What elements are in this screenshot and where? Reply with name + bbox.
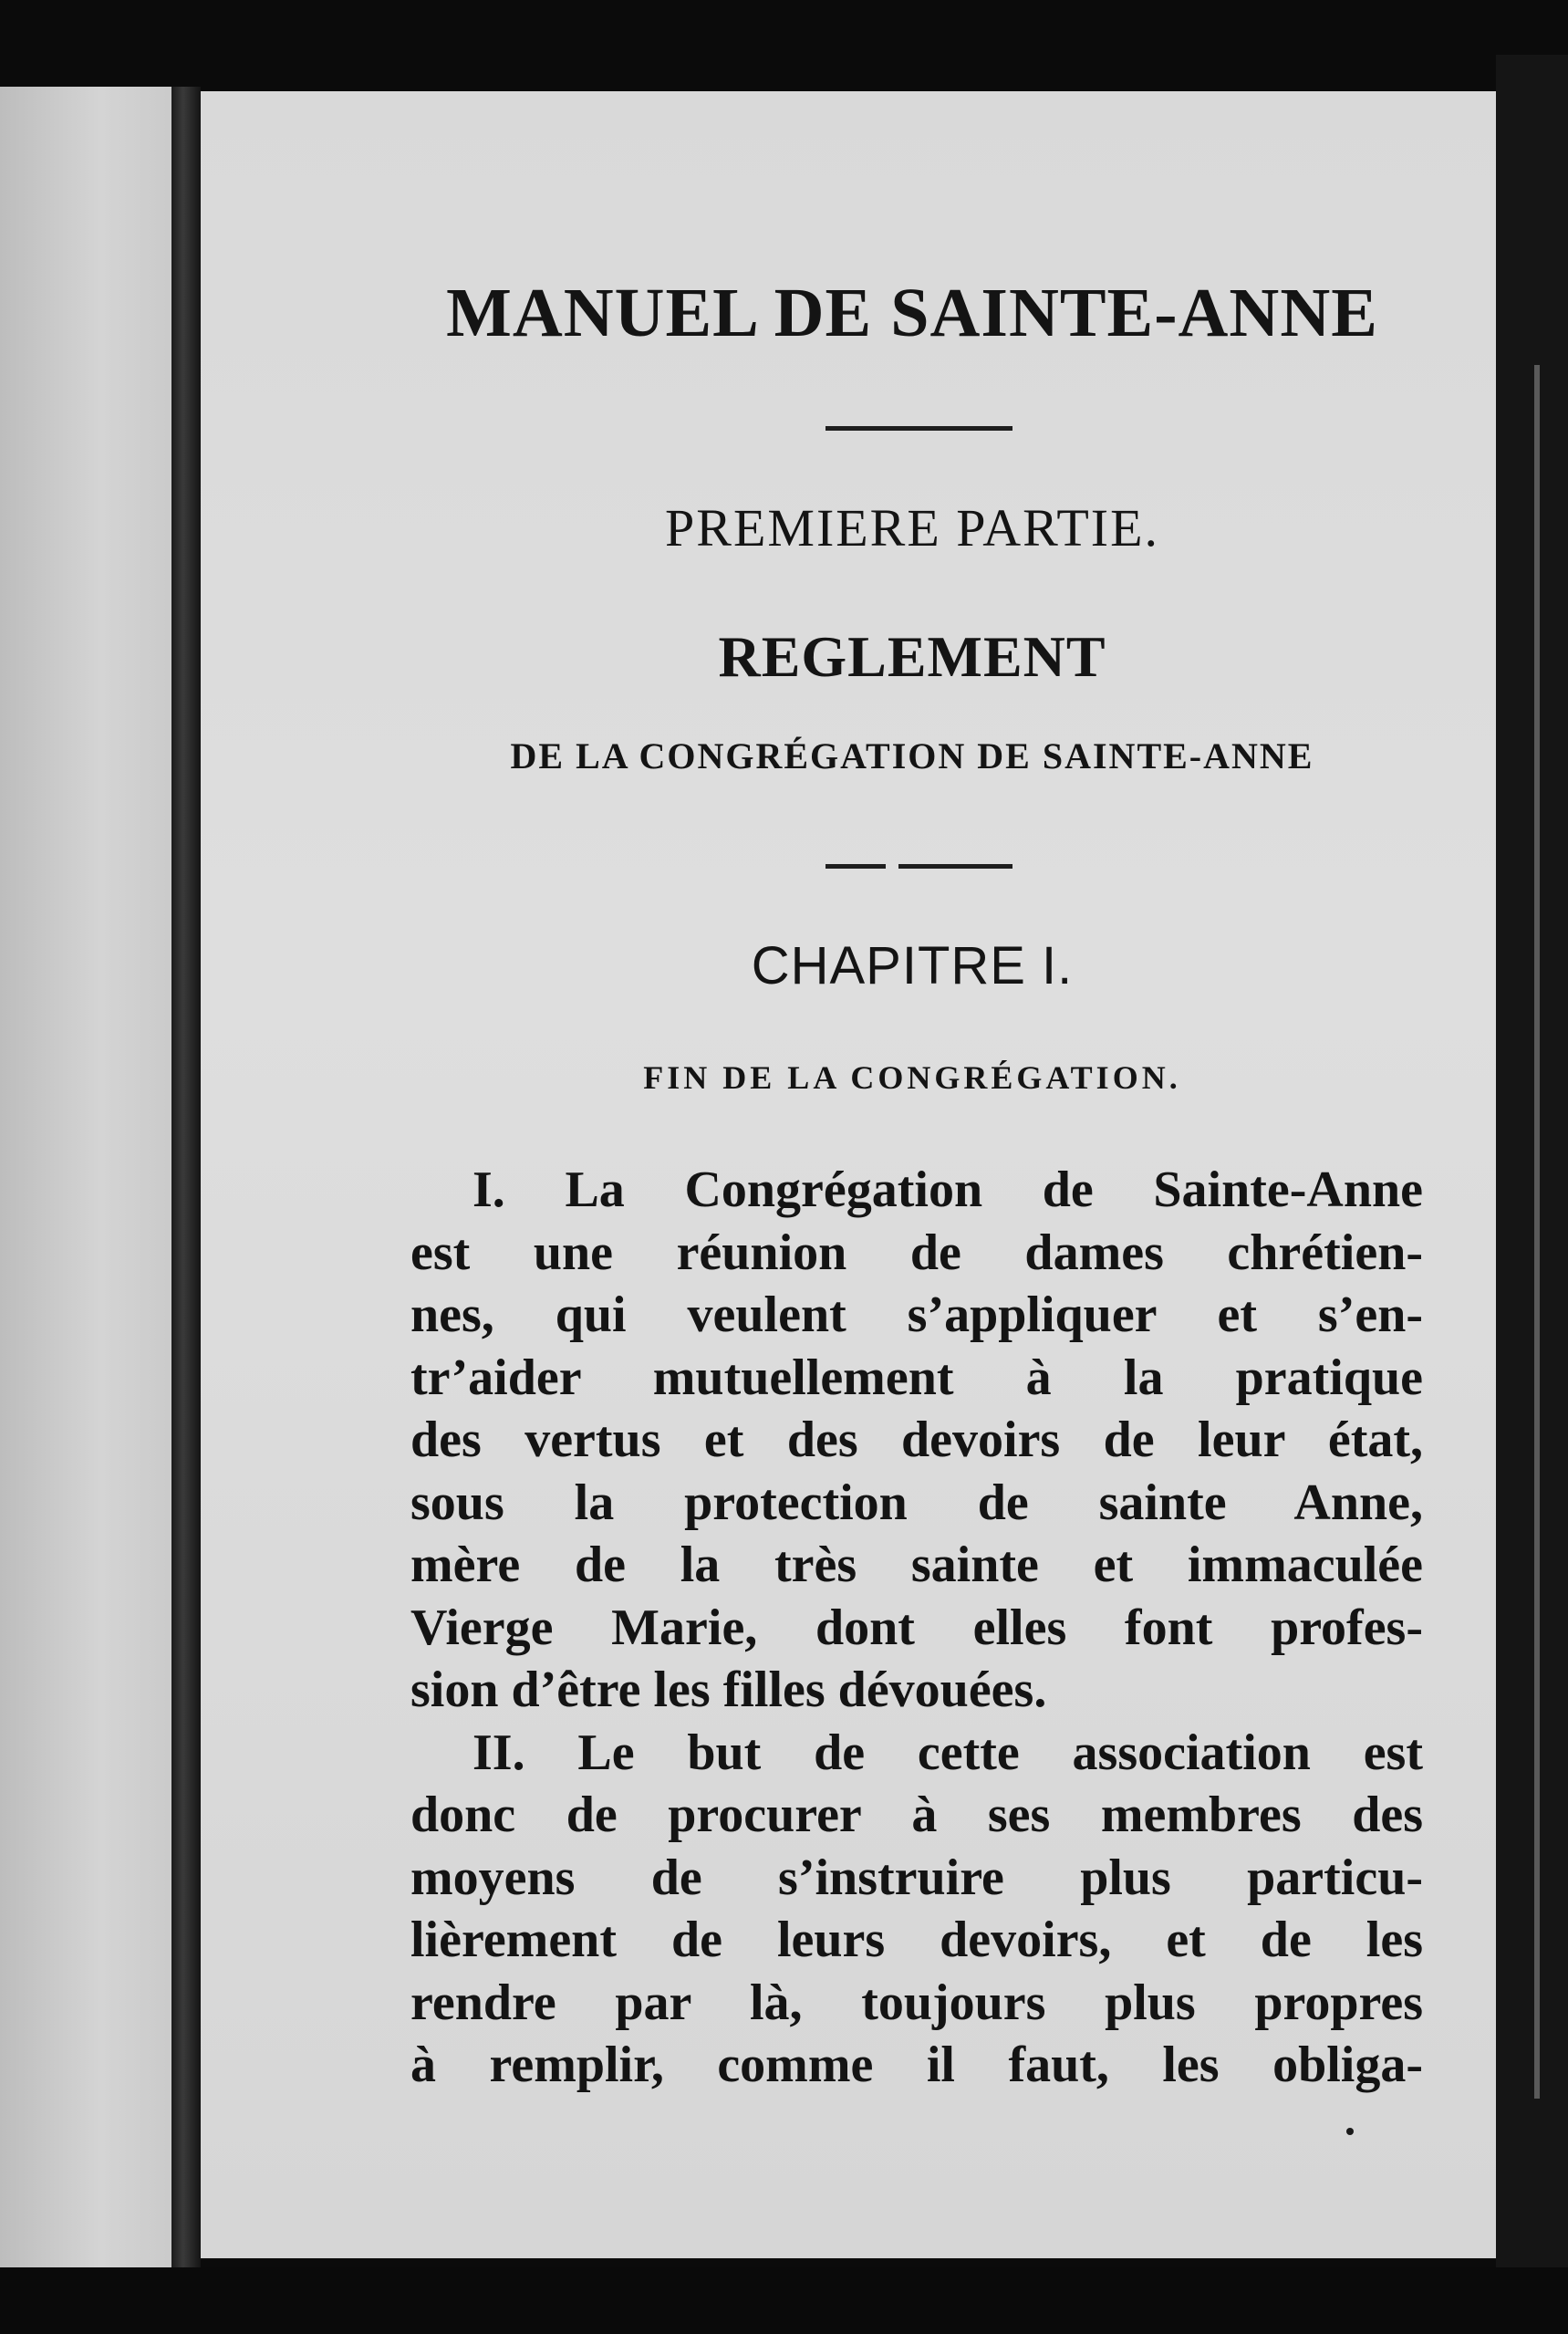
body-line: I. La Congrégation de Sainte-Anne [472, 1162, 1423, 1218]
book-title: MANUEL DE SAINTE-ANNE [446, 275, 1378, 351]
chapter-divider-left [826, 864, 886, 869]
chapter-subheading: FIN DE LA CONGRÉGATION. [643, 1059, 1181, 1096]
body-line: des vertus et des devoirs de leur état, [410, 1412, 1423, 1468]
section-subheading: DE LA CONGRÉGATION DE SAINTE-ANNE [510, 735, 1314, 776]
chapter-heading: CHAPITRE I. [751, 936, 1074, 995]
book-gutter [171, 87, 201, 2277]
body-line: donc de procurer à ses membres des [410, 1787, 1423, 1843]
body-line: mère de la très sainte et immaculée [410, 1537, 1423, 1593]
body-line: tr’aider mutuellement à la pratique [410, 1349, 1423, 1406]
body-text [410, 1159, 1423, 2097]
chapter-divider-right [898, 864, 1012, 869]
body-line: à remplir, comme il faut, les obliga- [410, 2037, 1423, 2093]
body-line: lièrement de leurs devoirs, et de les [410, 1912, 1423, 1968]
body-line: II. Le but de cette association est [472, 1724, 1423, 1781]
right-page-edge [1496, 55, 1568, 2290]
body-line: est une réunion de dames chrétien- [410, 1224, 1423, 1281]
body-line: moyens de s’instruire plus particu- [410, 1849, 1423, 1906]
part-heading: PREMIERE PARTIE. [665, 498, 1159, 557]
body-line: Vierge Marie, dont elles font profes- [410, 1599, 1423, 1656]
page-mark-dot [1346, 2128, 1354, 2135]
right-edge-line [1534, 365, 1540, 2099]
bottom-border [0, 2267, 1568, 2334]
body-line: rendre par là, toujours plus propres [410, 1974, 1423, 2031]
body-line: sion d’être les filles dévouées. [410, 1662, 1047, 1718]
title-divider [826, 426, 1012, 431]
body-line: nes, qui veulent s’appliquer et s’en- [410, 1287, 1423, 1343]
body-line: sous la protection de sainte Anne, [410, 1474, 1423, 1531]
section-heading: REGLEMENT [718, 624, 1106, 689]
left-page-edge [0, 87, 182, 2267]
